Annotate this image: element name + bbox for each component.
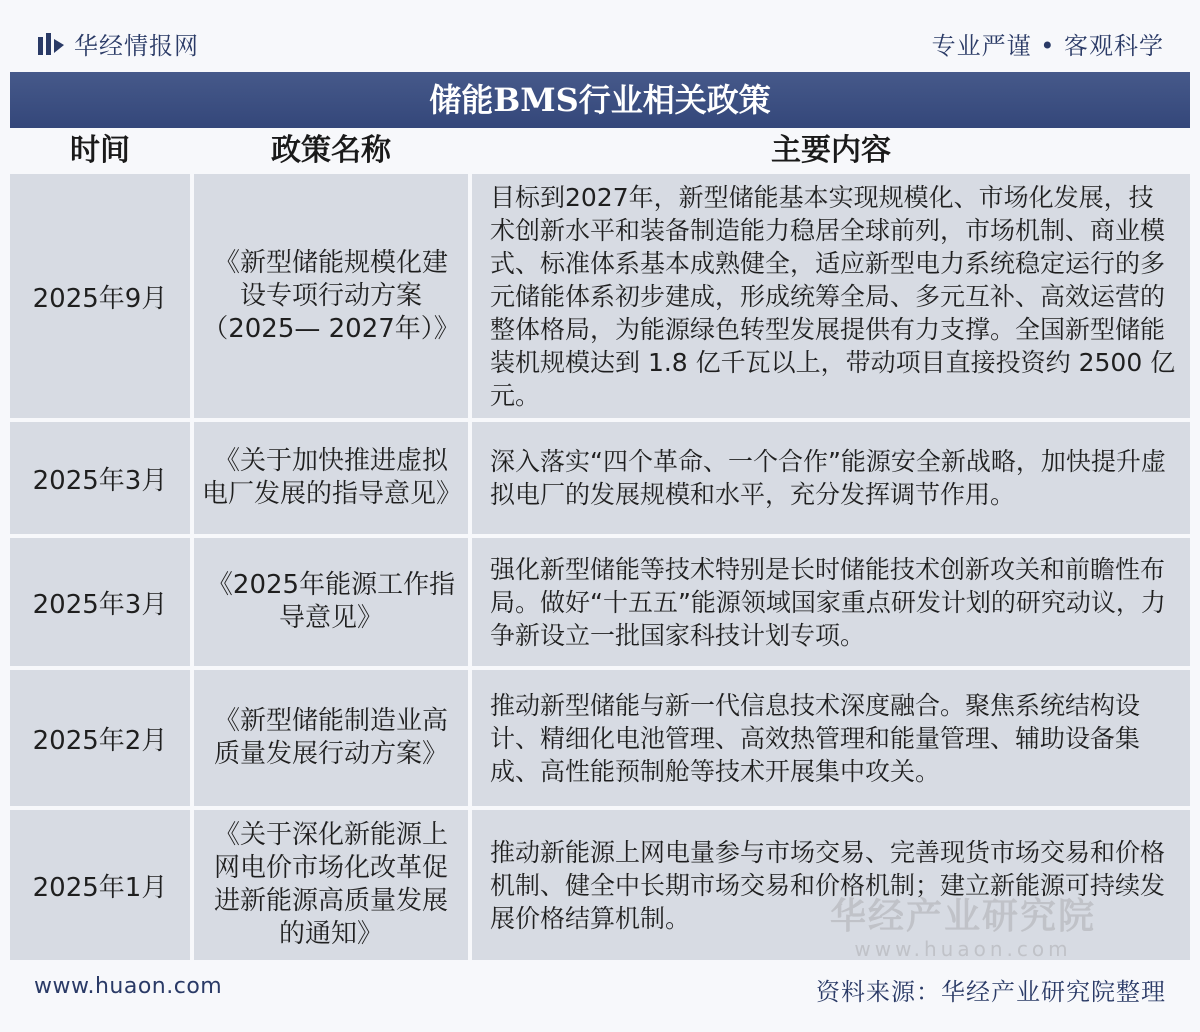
slogan: 专业严谨 • 客观科学 [931, 32, 1164, 60]
row-policy-name: 《关于加快推进虚拟电厂发展的指导意见》 [194, 422, 468, 534]
footer-url[interactable]: www.huaon.com [34, 974, 223, 999]
top-bar [0, 0, 1200, 66]
table-title: 储能BMS行业相关政策 [10, 72, 1190, 128]
row-date: 2025年2月 [10, 670, 190, 806]
row-date: 2025年9月 [10, 174, 190, 418]
watermark [830, 888, 1096, 961]
row-policy-name: 《关于深化新能源上网电价市场化改革促进新能源高质量发展的通知》 [194, 810, 468, 960]
column-header-policy-name: 政策名称 [194, 128, 468, 174]
row-content: 推动新型储能与新一代信息技术深度融合。聚焦系统结构设计、精细化电池管理、高效热管理和能量管理、辅助设备集成、高性能预制舱等技术开展集中攻关。 [472, 670, 1190, 806]
row-policy-name: 《2025年能源工作指导意见》 [194, 538, 468, 666]
row-content: 深入落实“四个革命、一个合作”能源安全新战略，加快提升虚拟电厂的发展规模和水平，充分发挥调节作用。 [472, 422, 1190, 534]
row-content: 目标到2027年，新型储能基本实现规模化、市场化发展，技术创新水平和装备制造能力稳居全球前列，市场机制、商业模式、标准体系基本成熟健全，适应新型电力系统稳定运行的多元储能体系初步建成，形成统筹全局、多元互补、高效运营的整体格局，为能源绿色转型发展提供有力支撑。全国新型储能装机规模达到 1.8 亿千瓦以上，带动项目直接投资约 2500 亿元。 [472, 174, 1190, 418]
watermark-url: www.huaon.com [854, 937, 1072, 961]
row-content: 推动新能源上网电量参与市场交易、完善现货市场交易和价格机制、健全中长期市场交易和价格机制；建立新能源可持续发展价格结算机制。 [472, 810, 1190, 960]
brand-name: 华经情报网 [74, 32, 199, 60]
watermark-name: 华经产业研究院 [830, 896, 1097, 937]
brand[interactable] [36, 26, 199, 61]
row-policy-name: 《新型储能规模化建设专项行动方案（2025— 2027年）》 [194, 174, 468, 418]
row-date: 2025年1月 [10, 810, 190, 960]
row-policy-name: 《新型储能制造业高质量发展行动方案》 [194, 670, 468, 806]
column-header-date: 时间 [10, 128, 190, 174]
logo-icon [36, 31, 66, 57]
row-date: 2025年3月 [10, 422, 190, 534]
column-header-content: 主要内容 [472, 128, 1190, 174]
row-content: 强化新型储能等技术特别是长时储能技术创新攻关和前瞻性布局。做好“十五五”能源领域国家重点研发计划的研究动议，力争新设立一批国家科技计划专项。 [472, 538, 1190, 666]
row-date: 2025年3月 [10, 538, 190, 666]
footer-source: 资料来源：华经产业研究院整理 [816, 978, 1166, 1006]
